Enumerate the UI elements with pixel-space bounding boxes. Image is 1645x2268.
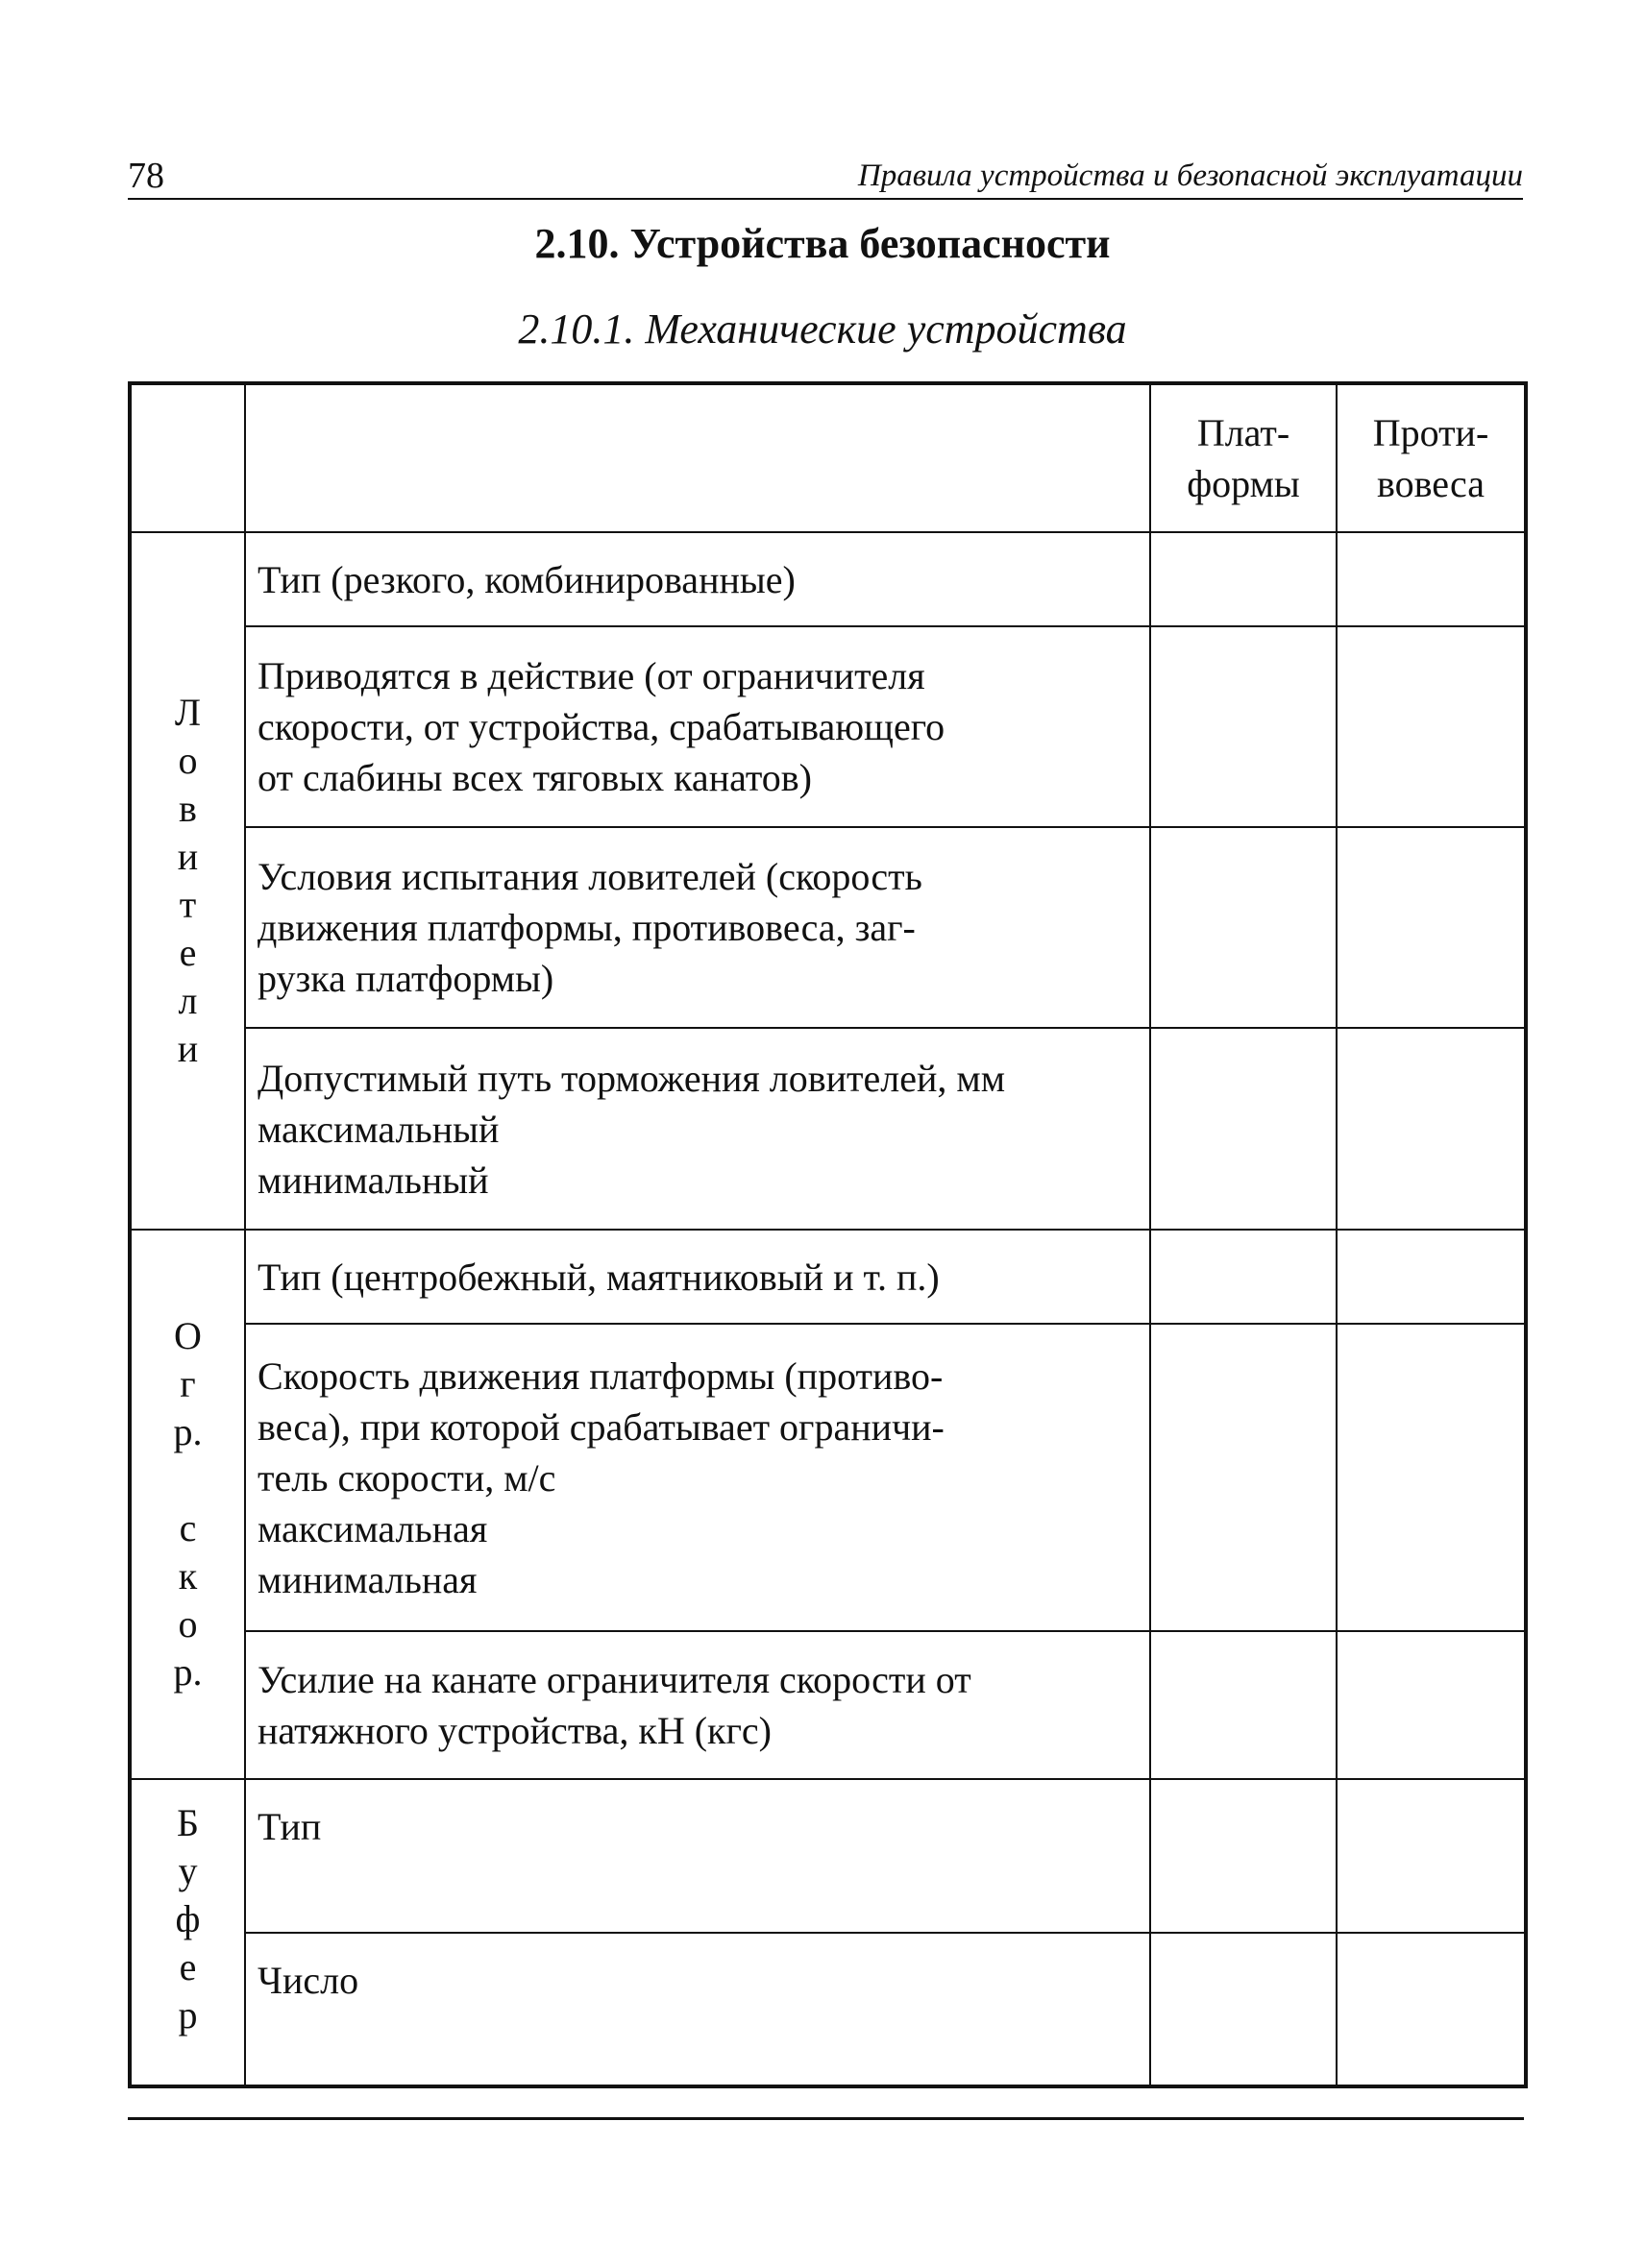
group-letter: р.: [173, 1650, 203, 1694]
group-letter: р: [178, 1993, 198, 2036]
platform-value-cell[interactable]: [1150, 626, 1337, 827]
table-header-row: [130, 383, 1526, 532]
platform-value-cell[interactable]: [1150, 1230, 1337, 1324]
group-letter: в: [179, 787, 197, 830]
parameter-cell: [245, 532, 1150, 626]
parameter-line: Тип (центробежный, маятниковый и т. п.): [258, 1255, 940, 1299]
group-letter: т: [179, 883, 197, 926]
header-counterweights-line: Проти-: [1372, 411, 1489, 454]
platform-value-cell[interactable]: [1150, 1779, 1337, 1933]
table-row: [130, 1230, 1526, 1324]
counterweight-value-cell[interactable]: [1337, 626, 1526, 827]
group-label-catchers: [130, 532, 245, 1230]
group-label-speed-limiter: [130, 1230, 245, 1779]
group-letter: к: [178, 1554, 198, 1597]
parameter-line: рузка платформы): [258, 957, 554, 1000]
table-row: [130, 532, 1526, 626]
counterweight-value-cell[interactable]: [1337, 1028, 1526, 1230]
group-letter: о: [178, 1602, 198, 1646]
table-row: [130, 1324, 1526, 1631]
group-letter: л: [178, 979, 198, 1022]
counterweight-value-cell[interactable]: [1337, 1631, 1526, 1779]
group-letter: и: [177, 1027, 199, 1070]
parameter-line: максимальная: [258, 1506, 488, 1550]
parameter-line: от слабины всех тяговых канатов): [258, 756, 812, 799]
parameter-cell: [245, 827, 1150, 1028]
parameter-cell: [245, 1324, 1150, 1631]
safety-devices-table: [128, 381, 1528, 2088]
group-letter: р.: [173, 1410, 203, 1453]
header-parameter-cell: [245, 383, 1150, 532]
platform-value-cell[interactable]: [1150, 1324, 1337, 1631]
counterweight-value-cell[interactable]: [1337, 1230, 1526, 1324]
group-letter: [132, 1456, 244, 1504]
platform-value-cell[interactable]: [1150, 1933, 1337, 2086]
counterweight-value-cell[interactable]: [1337, 1779, 1526, 1933]
group-letter: с: [179, 1506, 197, 1549]
parameter-cell: [245, 1230, 1150, 1324]
parameter-line: Скорость движения платформы (противо-: [258, 1353, 944, 1398]
group-letter: у: [178, 1849, 198, 1892]
parameter-cell: [245, 1631, 1150, 1779]
group-letter: е: [179, 931, 197, 974]
table-row: [130, 1028, 1526, 1230]
footer-rule: [128, 2117, 1524, 2120]
parameter-line: натяжного устройства, кН (кгс): [258, 1709, 772, 1752]
group-letter: о: [178, 739, 198, 782]
parameter-line: движения платформы, противовеса, заг-: [258, 906, 916, 949]
counterweight-value-cell[interactable]: [1337, 1324, 1526, 1631]
parameter-line: минимальный: [258, 1158, 489, 1202]
group-letter: ф: [175, 1897, 201, 1940]
parameter-line: Допустимый путь торможения ловителей, мм: [258, 1056, 1006, 1100]
counterweight-value-cell[interactable]: [1337, 827, 1526, 1028]
parameter-cell: [245, 1933, 1150, 2086]
group-label-buffer: [130, 1779, 245, 2086]
parameter-line: максимальный: [258, 1107, 500, 1151]
table-row: [130, 626, 1526, 827]
header-group-cell: [130, 383, 245, 532]
parameter-line: Приводятся в действие (от ограничителя: [258, 654, 925, 697]
parameter-cell: [245, 1779, 1150, 1933]
parameter-line: Тип (резкого, комбинированные): [258, 557, 796, 601]
counterweight-value-cell[interactable]: [1337, 1933, 1526, 2086]
group-letter: г: [180, 1362, 196, 1405]
header-counterweights: [1337, 383, 1526, 532]
group-letter: О: [174, 1314, 202, 1357]
platform-value-cell[interactable]: [1150, 1028, 1337, 1230]
platform-value-cell[interactable]: [1150, 1631, 1337, 1779]
parameter-cell: [245, 626, 1150, 827]
parameter-line: минимальная: [258, 1557, 478, 1601]
group-letter: Л: [174, 691, 202, 734]
page-header: [128, 142, 1523, 200]
table-row: [130, 1631, 1526, 1779]
parameter-line: скорости, от устройства, срабатывающего: [258, 705, 945, 748]
group-letter: и: [177, 835, 199, 878]
counterweight-value-cell[interactable]: [1337, 532, 1526, 626]
group-letter: Б: [177, 1801, 199, 1844]
parameter-line: Тип: [258, 1805, 322, 1848]
platform-value-cell[interactable]: [1150, 532, 1337, 626]
parameter-cell: [245, 1028, 1150, 1230]
table-row: [130, 1779, 1526, 1933]
header-platforms: [1150, 383, 1337, 532]
section-title: 2.10. Устройства безопасности: [534, 220, 1111, 267]
table-row: [130, 827, 1526, 1028]
subsection-title: 2.10.1. Механические устройства: [518, 305, 1127, 353]
platform-value-cell[interactable]: [1150, 827, 1337, 1028]
running-title: Правила устройства и безопасной эксплуатации: [857, 159, 1523, 193]
page-number: 78: [128, 156, 164, 196]
parameter-line: Условия испытания ловителей (скорость: [258, 855, 922, 898]
header-platforms-line: Плат-: [1196, 411, 1290, 454]
parameter-line: тель скорости, м/с: [258, 1455, 556, 1500]
header-counterweights-line: вовеса: [1376, 462, 1485, 505]
parameter-line: Число: [258, 1959, 359, 2002]
group-letter: е: [179, 1945, 197, 1988]
table-row: [130, 1933, 1526, 2086]
parameter-line: Усилие на канате ограничителя скорости от: [258, 1658, 971, 1701]
parameter-line: веса), при которой срабатывает ограничи-: [258, 1404, 945, 1449]
header-platforms-line: формы: [1187, 462, 1300, 505]
